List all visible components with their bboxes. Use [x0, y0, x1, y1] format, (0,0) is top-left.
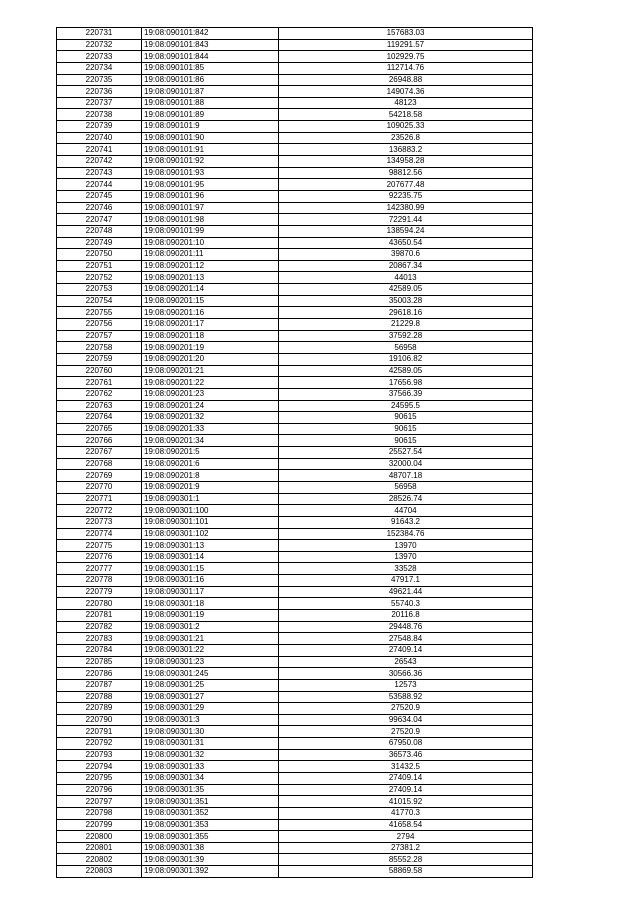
amount-cell: 19106.82: [279, 353, 533, 365]
cadastral-number-cell: 19:08:090101:92: [142, 156, 279, 168]
cadastral-number-cell: 19:08:090301:355: [142, 831, 279, 843]
table-row: [57, 773, 533, 785]
cadastral-number-cell: 19:08:090201:21: [142, 365, 279, 377]
cadastral-number-cell: 19:08:090201:34: [142, 435, 279, 447]
cadastral-number-cell: 19:08:090301:35: [142, 784, 279, 796]
row-id-cell: 220767: [57, 447, 142, 459]
amount-cell: 21229.8: [279, 319, 533, 331]
cadastral-number-cell: 19:08:090201:11: [142, 249, 279, 261]
amount-cell: 55740.3: [279, 598, 533, 610]
cadastral-number-cell: 19:08:090301:13: [142, 540, 279, 552]
cadastral-number-cell: 19:08:090201:14: [142, 284, 279, 296]
row-id-cell: 220742: [57, 156, 142, 168]
amount-cell: 37566.39: [279, 388, 533, 400]
cadastral-number-cell: 19:08:090301:352: [142, 807, 279, 819]
cadastral-number-cell: 19:08:090301:14: [142, 551, 279, 563]
cadastral-number-cell: 19:08:090101:97: [142, 202, 279, 214]
table-row: [57, 516, 533, 528]
row-id-cell: 220778: [57, 575, 142, 587]
row-id-cell: 220789: [57, 703, 142, 715]
row-id-cell: 220739: [57, 121, 142, 133]
row-id-cell: 220749: [57, 237, 142, 249]
cadastral-number-cell: 19:08:090201:18: [142, 330, 279, 342]
amount-cell: 27548.84: [279, 633, 533, 645]
table-body: [57, 28, 533, 878]
row-id-cell: 220801: [57, 842, 142, 854]
cadastral-number-cell: 19:08:090101:843: [142, 39, 279, 51]
row-id-cell: 220744: [57, 179, 142, 191]
row-id-cell: 220800: [57, 831, 142, 843]
row-id-cell: 220752: [57, 272, 142, 284]
cadastral-number-cell: 19:08:090101:842: [142, 28, 279, 40]
cadastral-number-cell: 19:08:090101:96: [142, 190, 279, 202]
table-row: [57, 691, 533, 703]
table-row: [57, 353, 533, 365]
row-id-cell: 220732: [57, 39, 142, 51]
table-row: [57, 86, 533, 98]
row-id-cell: 220782: [57, 621, 142, 633]
row-id-cell: 220776: [57, 551, 142, 563]
cadastral-number-cell: 19:08:090201:17: [142, 319, 279, 331]
cadastral-number-cell: 19:08:090301:16: [142, 575, 279, 587]
table-row: [57, 39, 533, 51]
cadastral-number-cell: 19:08:090301:27: [142, 691, 279, 703]
amount-cell: 149074.36: [279, 86, 533, 98]
cadastral-number-cell: 19:08:090301:101: [142, 516, 279, 528]
row-id-cell: 220770: [57, 481, 142, 493]
row-id-cell: 220751: [57, 260, 142, 272]
amount-cell: 25527.54: [279, 447, 533, 459]
cadastral-number-cell: 19:08:090301:102: [142, 528, 279, 540]
amount-cell: 41015.92: [279, 796, 533, 808]
amount-cell: 2794: [279, 831, 533, 843]
amount-cell: 27520.9: [279, 726, 533, 738]
amount-cell: 42589.05: [279, 284, 533, 296]
amount-cell: 27381.2: [279, 842, 533, 854]
table-row: [57, 551, 533, 563]
table-row: [57, 51, 533, 63]
amount-cell: 99634.04: [279, 714, 533, 726]
table-row: [57, 295, 533, 307]
amount-cell: 13970: [279, 540, 533, 552]
table-row: [57, 284, 533, 296]
table-row: [57, 423, 533, 435]
amount-cell: 42589.05: [279, 365, 533, 377]
row-id-cell: 220750: [57, 249, 142, 261]
cadastral-number-cell: 19:08:090101:844: [142, 51, 279, 63]
table-row: [57, 412, 533, 424]
amount-cell: 47917.1: [279, 575, 533, 587]
row-id-cell: 220779: [57, 586, 142, 598]
table-row: [57, 761, 533, 773]
row-id-cell: 220783: [57, 633, 142, 645]
cadastral-number-cell: 19:08:090201:19: [142, 342, 279, 354]
amount-cell: 27409.14: [279, 773, 533, 785]
amount-cell: 28526.74: [279, 493, 533, 505]
table-row: [57, 633, 533, 645]
table-row: [57, 703, 533, 715]
table-row: [57, 237, 533, 249]
table-row: [57, 167, 533, 179]
amount-cell: 30566.36: [279, 668, 533, 680]
amount-cell: 44013: [279, 272, 533, 284]
table-row: [57, 784, 533, 796]
amount-cell: 85552.28: [279, 854, 533, 866]
amount-cell: 27409.14: [279, 644, 533, 656]
cadastral-number-cell: 19:08:090301:245: [142, 668, 279, 680]
row-id-cell: 220792: [57, 738, 142, 750]
amount-cell: 13970: [279, 551, 533, 563]
amount-cell: 23526.8: [279, 132, 533, 144]
amount-cell: 12573: [279, 679, 533, 691]
amount-cell: 136883.2: [279, 144, 533, 156]
table-row: [57, 202, 533, 214]
data-table: [56, 27, 533, 878]
cadastral-number-cell: 19:08:090301:34: [142, 773, 279, 785]
cadastral-number-cell: 19:08:090301:38: [142, 842, 279, 854]
table-row: [57, 109, 533, 121]
table-row: [57, 866, 533, 878]
table-row: [57, 796, 533, 808]
table-row: [57, 365, 533, 377]
row-id-cell: 220781: [57, 610, 142, 622]
cadastral-number-cell: 19:08:090301:33: [142, 761, 279, 773]
table-row: [57, 319, 533, 331]
table-row: [57, 260, 533, 272]
cadastral-number-cell: 19:08:090201:10: [142, 237, 279, 249]
amount-cell: 37592.28: [279, 330, 533, 342]
amount-cell: 119291.57: [279, 39, 533, 51]
cadastral-number-cell: 19:08:090301:15: [142, 563, 279, 575]
table-row: [57, 156, 533, 168]
table-row: [57, 121, 533, 133]
row-id-cell: 220731: [57, 28, 142, 40]
cadastral-number-cell: 19:08:090301:23: [142, 656, 279, 668]
cadastral-number-cell: 19:08:090101:90: [142, 132, 279, 144]
row-id-cell: 220795: [57, 773, 142, 785]
cadastral-number-cell: 19:08:090101:98: [142, 214, 279, 226]
row-id-cell: 220796: [57, 784, 142, 796]
amount-cell: 112714.76: [279, 62, 533, 74]
table-row: [57, 842, 533, 854]
amount-cell: 33528: [279, 563, 533, 575]
cadastral-number-cell: 19:08:090201:32: [142, 412, 279, 424]
row-id-cell: 220759: [57, 353, 142, 365]
row-id-cell: 220798: [57, 807, 142, 819]
table-row: [57, 97, 533, 109]
amount-cell: 58869.58: [279, 866, 533, 878]
cadastral-number-cell: 19:08:090201:16: [142, 307, 279, 319]
row-id-cell: 220757: [57, 330, 142, 342]
amount-cell: 98812.56: [279, 167, 533, 179]
row-id-cell: 220761: [57, 377, 142, 389]
row-id-cell: 220735: [57, 74, 142, 86]
cadastral-number-cell: 19:08:090301:30: [142, 726, 279, 738]
amount-cell: 31432.5: [279, 761, 533, 773]
table-row: [57, 714, 533, 726]
amount-cell: 102929.75: [279, 51, 533, 63]
table-row: [57, 644, 533, 656]
row-id-cell: 220772: [57, 505, 142, 517]
cadastral-number-cell: 19:08:090101:89: [142, 109, 279, 121]
table-row: [57, 388, 533, 400]
table-row: [57, 819, 533, 831]
cadastral-number-cell: 19:08:090301:21: [142, 633, 279, 645]
table-row: [57, 563, 533, 575]
row-id-cell: 220791: [57, 726, 142, 738]
cadastral-number-cell: 19:08:090201:13: [142, 272, 279, 284]
amount-cell: 27520.9: [279, 703, 533, 715]
row-id-cell: 220746: [57, 202, 142, 214]
row-id-cell: 220756: [57, 319, 142, 331]
table-row: [57, 505, 533, 517]
cadastral-number-cell: 19:08:090301:392: [142, 866, 279, 878]
row-id-cell: 220774: [57, 528, 142, 540]
amount-cell: 92235.75: [279, 190, 533, 202]
amount-cell: 91643.2: [279, 516, 533, 528]
cadastral-number-cell: 19:08:090301:25: [142, 679, 279, 691]
amount-cell: 56958: [279, 342, 533, 354]
row-id-cell: 220786: [57, 668, 142, 680]
row-id-cell: 220773: [57, 516, 142, 528]
table-row: [57, 225, 533, 237]
row-id-cell: 220802: [57, 854, 142, 866]
row-id-cell: 220777: [57, 563, 142, 575]
row-id-cell: 220745: [57, 190, 142, 202]
row-id-cell: 220763: [57, 400, 142, 412]
amount-cell: 17656.98: [279, 377, 533, 389]
row-id-cell: 220748: [57, 225, 142, 237]
cadastral-number-cell: 19:08:090201:15: [142, 295, 279, 307]
table-row: [57, 144, 533, 156]
table-row: [57, 377, 533, 389]
cadastral-number-cell: 19:08:090301:29: [142, 703, 279, 715]
table-row: [57, 435, 533, 447]
cadastral-number-cell: 19:08:090301:17: [142, 586, 279, 598]
amount-cell: 44704: [279, 505, 533, 517]
row-id-cell: 220741: [57, 144, 142, 156]
cadastral-number-cell: 19:08:090301:100: [142, 505, 279, 517]
table-row: [57, 586, 533, 598]
table-row: [57, 307, 533, 319]
amount-cell: 26948.88: [279, 74, 533, 86]
row-id-cell: 220754: [57, 295, 142, 307]
table-row: [57, 621, 533, 633]
table-row: [57, 470, 533, 482]
cadastral-number-cell: 19:08:090301:1: [142, 493, 279, 505]
row-id-cell: 220737: [57, 97, 142, 109]
row-id-cell: 220762: [57, 388, 142, 400]
table-row: [57, 598, 533, 610]
row-id-cell: 220790: [57, 714, 142, 726]
table-row: [57, 481, 533, 493]
row-id-cell: 220736: [57, 86, 142, 98]
table-row: [57, 656, 533, 668]
amount-cell: 49621.44: [279, 586, 533, 598]
cadastral-number-cell: 19:08:090301:39: [142, 854, 279, 866]
row-id-cell: 220775: [57, 540, 142, 552]
cadastral-number-cell: 19:08:090201:20: [142, 353, 279, 365]
row-id-cell: 220743: [57, 167, 142, 179]
amount-cell: 90615: [279, 435, 533, 447]
cadastral-number-cell: 19:08:090301:18: [142, 598, 279, 610]
table-row: [57, 610, 533, 622]
amount-cell: 142380.99: [279, 202, 533, 214]
cadastral-number-cell: 19:08:090201:23: [142, 388, 279, 400]
amount-cell: 20116.8: [279, 610, 533, 622]
amount-cell: 67950.08: [279, 738, 533, 750]
row-id-cell: 220734: [57, 62, 142, 74]
amount-cell: 90615: [279, 412, 533, 424]
cadastral-number-cell: 19:08:090301:32: [142, 749, 279, 761]
cadastral-number-cell: 19:08:090201:33: [142, 423, 279, 435]
amount-cell: 39870.6: [279, 249, 533, 261]
cadastral-number-cell: 19:08:090201:8: [142, 470, 279, 482]
table-row: [57, 62, 533, 74]
table-row: [57, 342, 533, 354]
cadastral-number-cell: 19:08:090201:12: [142, 260, 279, 272]
table-row: [57, 575, 533, 587]
table-row: [57, 249, 533, 261]
table-row: [57, 272, 533, 284]
amount-cell: 138594.24: [279, 225, 533, 237]
cadastral-number-cell: 19:08:090101:95: [142, 179, 279, 191]
table-row: [57, 854, 533, 866]
row-id-cell: 220799: [57, 819, 142, 831]
amount-cell: 29618.16: [279, 307, 533, 319]
table-row: [57, 190, 533, 202]
table-row: [57, 74, 533, 86]
amount-cell: 41770.3: [279, 807, 533, 819]
amount-cell: 152384.76: [279, 528, 533, 540]
table-row: [57, 330, 533, 342]
table-row: [57, 807, 533, 819]
cadastral-number-cell: 19:08:090201:9: [142, 481, 279, 493]
row-id-cell: 220765: [57, 423, 142, 435]
amount-cell: 26543: [279, 656, 533, 668]
table-row: [57, 493, 533, 505]
amount-cell: 29448.76: [279, 621, 533, 633]
cadastral-number-cell: 19:08:090101:87: [142, 86, 279, 98]
cadastral-number-cell: 19:08:090301:31: [142, 738, 279, 750]
table-row: [57, 726, 533, 738]
row-id-cell: 220768: [57, 458, 142, 470]
row-id-cell: 220755: [57, 307, 142, 319]
cadastral-number-cell: 19:08:090301:19: [142, 610, 279, 622]
row-id-cell: 220766: [57, 435, 142, 447]
row-id-cell: 220769: [57, 470, 142, 482]
cadastral-number-cell: 19:08:090101:88: [142, 97, 279, 109]
row-id-cell: 220758: [57, 342, 142, 354]
amount-cell: 56958: [279, 481, 533, 493]
row-id-cell: 220803: [57, 866, 142, 878]
row-id-cell: 220797: [57, 796, 142, 808]
row-id-cell: 220747: [57, 214, 142, 226]
cadastral-number-cell: 19:08:090301:3: [142, 714, 279, 726]
cadastral-number-cell: 19:08:090301:353: [142, 819, 279, 831]
amount-cell: 207677.48: [279, 179, 533, 191]
amount-cell: 20867.34: [279, 260, 533, 272]
row-id-cell: 220733: [57, 51, 142, 63]
row-id-cell: 220780: [57, 598, 142, 610]
table-row: [57, 831, 533, 843]
amount-cell: 32000.04: [279, 458, 533, 470]
cadastral-number-cell: 19:08:090301:22: [142, 644, 279, 656]
cadastral-number-cell: 19:08:090201:6: [142, 458, 279, 470]
amount-cell: 36573.46: [279, 749, 533, 761]
cadastral-number-cell: 19:08:090101:86: [142, 74, 279, 86]
table-row: [57, 447, 533, 459]
amount-cell: 48707.18: [279, 470, 533, 482]
table-row: [57, 132, 533, 144]
amount-cell: 41658.54: [279, 819, 533, 831]
table-row: [57, 400, 533, 412]
table-row: [57, 668, 533, 680]
row-id-cell: 220784: [57, 644, 142, 656]
table-row: [57, 738, 533, 750]
cadastral-number-cell: 19:08:090301:2: [142, 621, 279, 633]
amount-cell: 72291.44: [279, 214, 533, 226]
amount-cell: 24595.5: [279, 400, 533, 412]
cadastral-number-cell: 19:08:090301:351: [142, 796, 279, 808]
cadastral-number-cell: 19:08:090201:5: [142, 447, 279, 459]
amount-cell: 53588.92: [279, 691, 533, 703]
table-row: [57, 28, 533, 40]
table-row: [57, 214, 533, 226]
amount-cell: 43650.54: [279, 237, 533, 249]
row-id-cell: 220760: [57, 365, 142, 377]
row-id-cell: 220753: [57, 284, 142, 296]
table-row: [57, 679, 533, 691]
cadastral-number-cell: 19:08:090101:85: [142, 62, 279, 74]
amount-cell: 35003.28: [279, 295, 533, 307]
row-id-cell: 220740: [57, 132, 142, 144]
cadastral-number-cell: 19:08:090101:93: [142, 167, 279, 179]
amount-cell: 48123: [279, 97, 533, 109]
row-id-cell: 220794: [57, 761, 142, 773]
amount-cell: 90615: [279, 423, 533, 435]
cadastral-number-cell: 19:08:090201:24: [142, 400, 279, 412]
row-id-cell: 220785: [57, 656, 142, 668]
cadastral-number-cell: 19:08:090201:22: [142, 377, 279, 389]
amount-cell: 54218.58: [279, 109, 533, 121]
amount-cell: 134958.28: [279, 156, 533, 168]
row-id-cell: 220738: [57, 109, 142, 121]
table-row: [57, 528, 533, 540]
cadastral-number-cell: 19:08:090101:99: [142, 225, 279, 237]
row-id-cell: 220764: [57, 412, 142, 424]
table-row: [57, 749, 533, 761]
amount-cell: 27409.14: [279, 784, 533, 796]
cadastral-number-cell: 19:08:090101:91: [142, 144, 279, 156]
table-row: [57, 458, 533, 470]
amount-cell: 109025.33: [279, 121, 533, 133]
row-id-cell: 220793: [57, 749, 142, 761]
row-id-cell: 220788: [57, 691, 142, 703]
amount-cell: 157683.03: [279, 28, 533, 40]
table-row: [57, 540, 533, 552]
row-id-cell: 220787: [57, 679, 142, 691]
table-row: [57, 179, 533, 191]
row-id-cell: 220771: [57, 493, 142, 505]
cadastral-number-cell: 19:08:090101:9: [142, 121, 279, 133]
